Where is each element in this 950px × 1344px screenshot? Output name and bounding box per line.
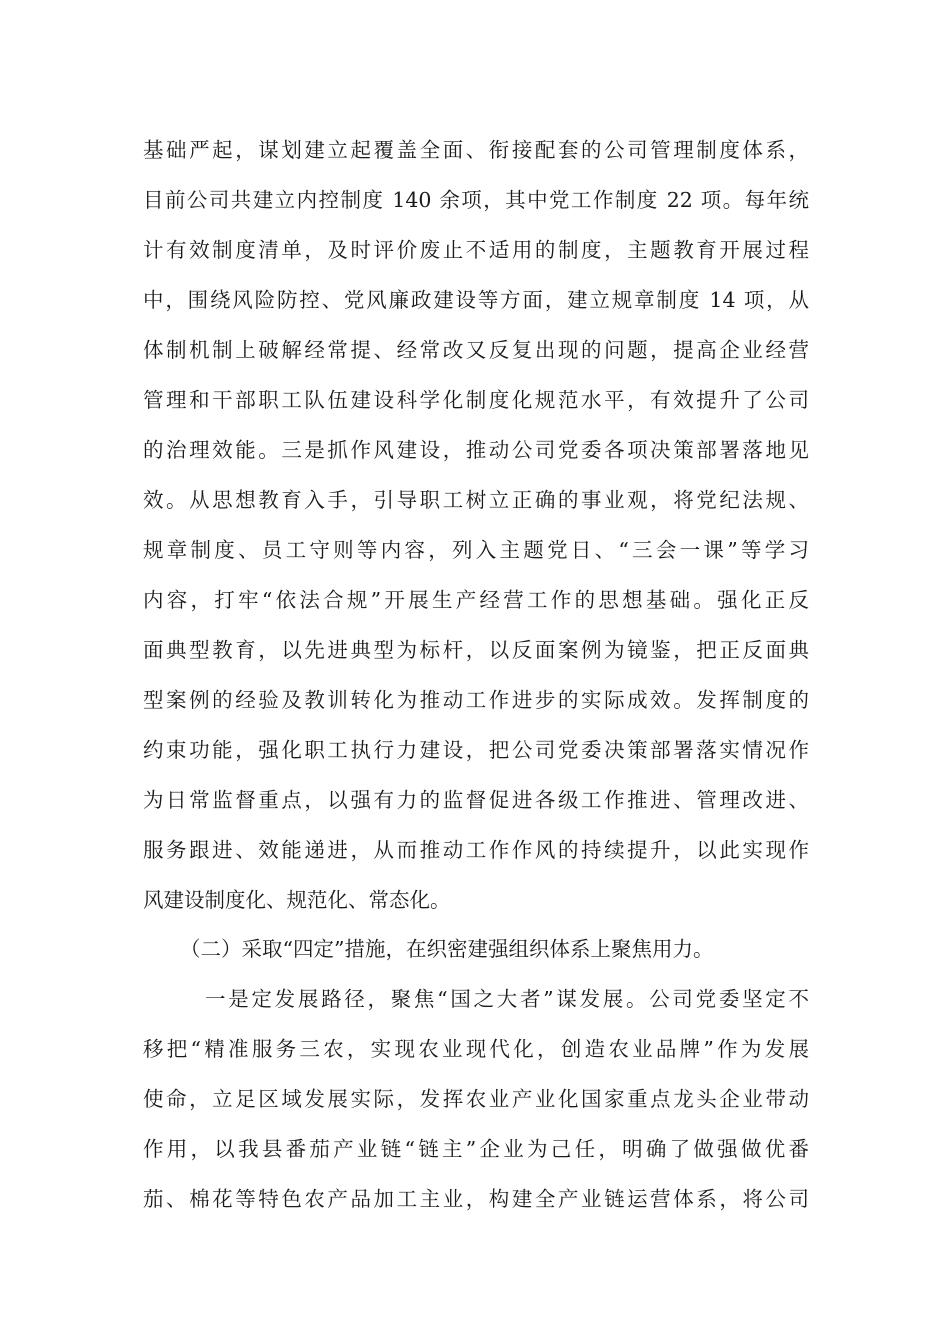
- body-text-line: 中，围绕风险防控、党风廉政建设等方面，建立规章制度 14 项，从: [143, 288, 809, 312]
- body-text-line: 服务跟进、效能递进，从而推动工作作风的持续提升，以此实现作: [143, 838, 809, 862]
- body-text-line: 目前公司共建立内控制度 140 余项，其中党工作制度 22 项。每年统: [143, 188, 809, 212]
- body-text-line: 管理和干部职工队伍建设科学化制度化规范水平，有效提升了公司: [143, 388, 809, 412]
- body-text-line: 风建设制度化、规范化、常态化。: [143, 888, 451, 912]
- body-text-line: 使命，立足区域发展实际，发挥农业产业化国家重点龙头企业带动: [143, 1087, 809, 1111]
- body-text-line: 体制机制上破解经常提、经常改又反复出现的问题，提高企业经营: [143, 338, 809, 362]
- body-text-line: 计有效制度清单，及时评价废止不适用的制度，主题教育开展过程: [143, 238, 809, 262]
- body-text-line: 规章制度、员工守则等内容，列入主题党日、“三会一课”等学习: [143, 538, 809, 562]
- body-text-line: 为日常监督重点，以强有力的监督促进各级工作推进、管理改进、: [143, 788, 809, 812]
- body-text-line: 约束功能，强化职工执行力建设，把公司党委决策部署落实情况作: [143, 738, 809, 762]
- body-text-line: 一是定发展路径，聚焦“国之大者”谋发展。公司党委坚定不: [205, 987, 809, 1011]
- body-text-line: 效。从思想教育入手，引导职工树立正确的事业观，将党纪法规、: [143, 488, 809, 512]
- body-text-line: 的治理效能。三是抓作风建设，推动公司党委各项决策部署落地见: [143, 438, 809, 462]
- body-text-line: 作用，以我县番茄产业链“链主”企业为己任，明确了做强做优番: [143, 1137, 809, 1161]
- section-heading: （二）采取“四定”措施，在织密建强组织体系上聚焦用力。: [180, 937, 714, 961]
- body-text-line: 基础严起，谋划建立起覆盖全面、衔接配套的公司管理制度体系，: [143, 138, 809, 162]
- body-text-line: 茄、棉花等特色农产品加工主业，构建全产业链运营体系，将公司: [143, 1187, 809, 1211]
- body-text-line: 面典型教育，以先进典型为标杆，以反面案例为镜鉴，把正反面典: [143, 638, 809, 662]
- body-text-line: 内容，打牢“依法合规”开展生产经营工作的思想基础。强化正反: [143, 588, 809, 612]
- body-text-line: 型案例的经验及教训转化为推动工作进步的实际成效。发挥制度的: [143, 688, 809, 712]
- body-text-line: 移把“精准服务三农，实现农业现代化，创造农业品牌”作为发展: [143, 1037, 809, 1061]
